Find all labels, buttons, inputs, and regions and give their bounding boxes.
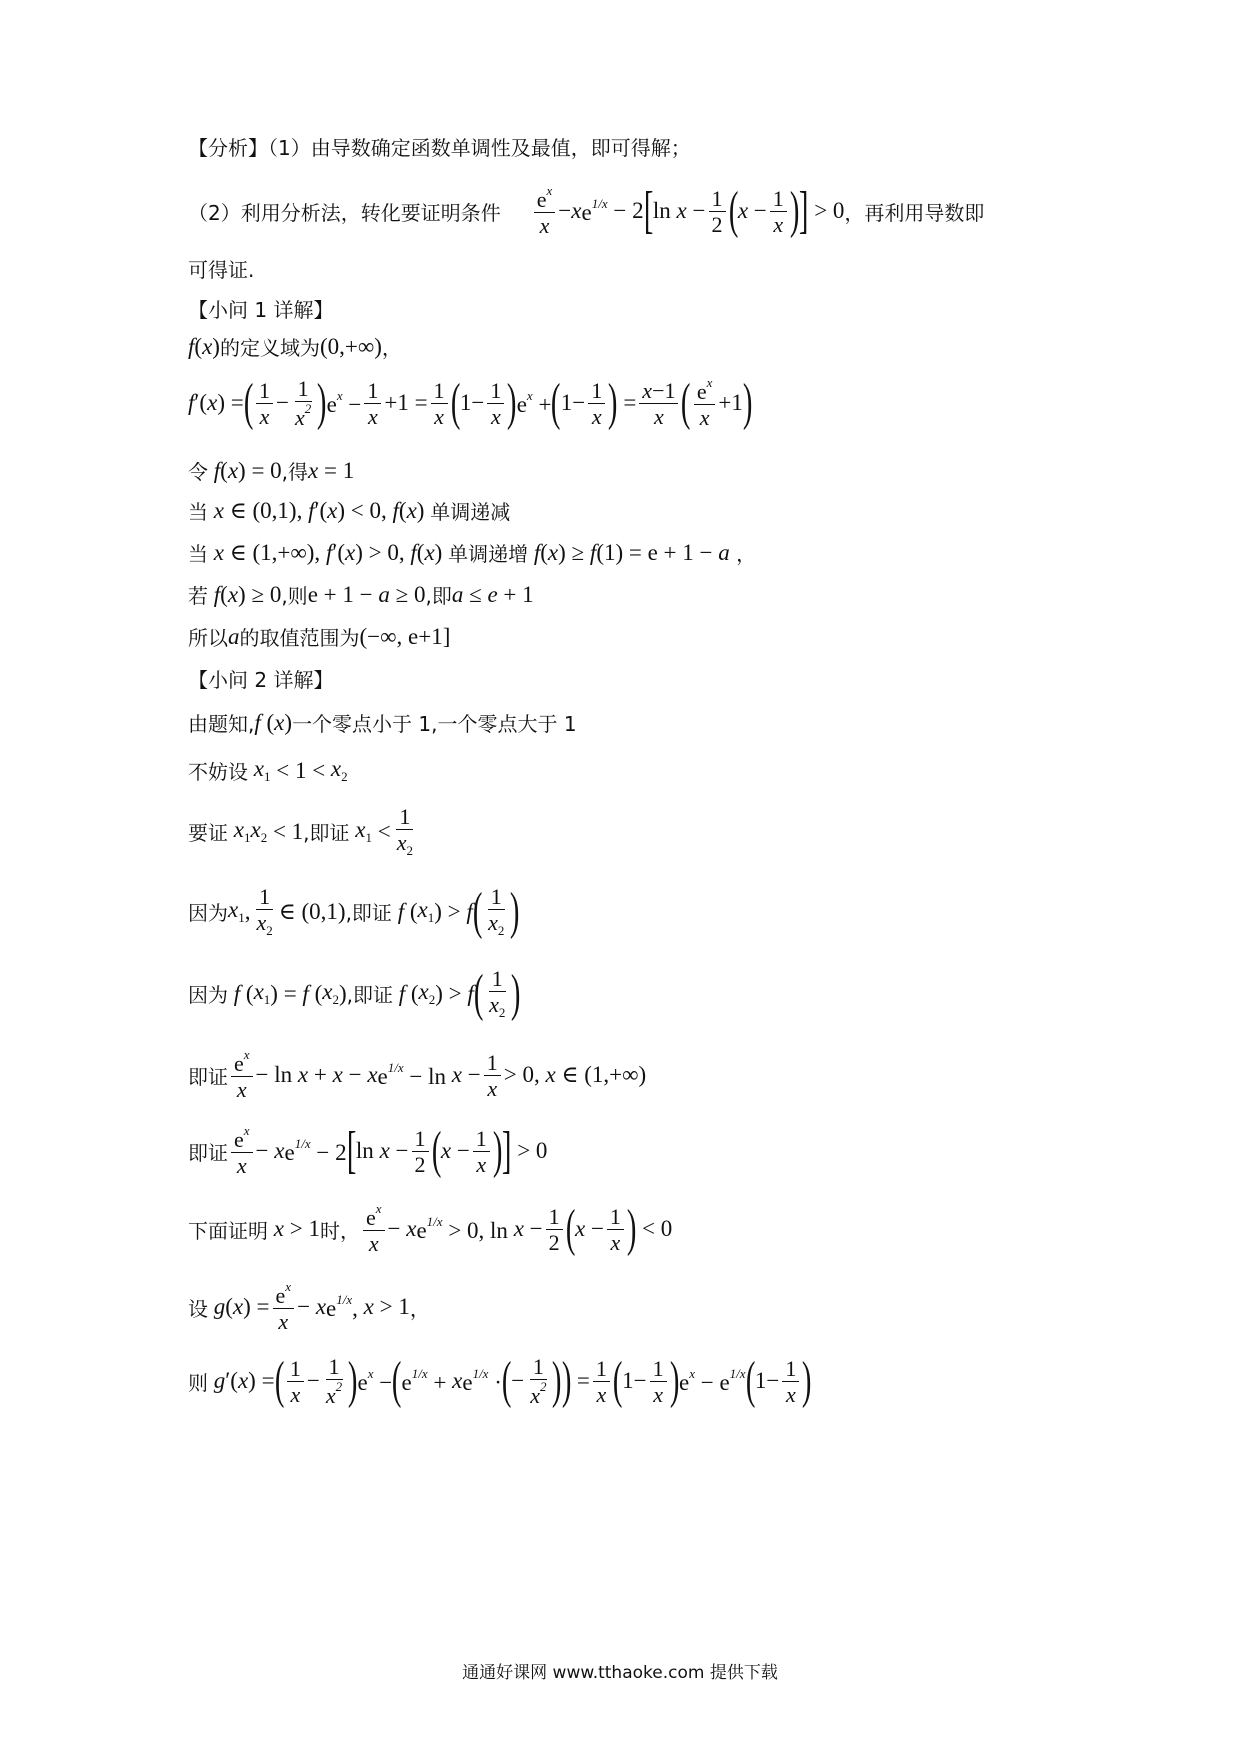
range-text-2: 的取值范围为 [239, 626, 360, 650]
part1-range: 所以 a 的取值范围为 (−∞, e+1] [188, 623, 451, 650]
p2-l3: 要证 [188, 821, 228, 846]
when-text: 当 [188, 500, 208, 524]
analysis-line-3 [188, 254, 254, 283]
math-frac: $\frac{e^x}{x}$ [534, 184, 556, 239]
p2-then: 则 [188, 1370, 208, 1395]
then-text: ,则 [281, 584, 308, 608]
analysis-line-2: （2）利用分析法，转化要证明条件 $\frac{e^x}{x}$ − x $e^{1/x}$ − 2 [ ln x − $\frac{1}{2}$ ( x − $\frac{1}{x}$ ) ] > 0 ，再利用导数即 [188, 182, 985, 240]
domain-text: 的定义域为 [219, 336, 320, 360]
p2-l3b: ,即证 [303, 821, 350, 846]
part2-line10: 则 g ′( x ) = ( $\frac{1}{x}$ − $\frac{1}{x^2}$ ) $e^x$ − ( $e^{1/x}$ + x $e^{1/x}$ · ( − $\frac{1}{x^2}$ ) ) = $\frac{1}{x}$ ( 1− $\frac{1}{x}$ ) $e^x - e^{1/x}$ ( 1− $\frac{1}{x}$ ) [188, 1352, 812, 1410]
part2-line2: 不妨设 $x_1$ < 1 < $x_2$ [188, 756, 348, 784]
page-footer [0, 1658, 1240, 1683]
p2-ie-prove: ,即证 [345, 901, 392, 926]
part1-increasing: 当 x ∈ (1,+∞), f ′( x ) > 0, f ( x ) 单调递增 f ( x ) ≥ f (1) = e + 1 − a ， [188, 539, 757, 566]
let-text: 令 [188, 460, 208, 484]
part2-line4: 因为 $x_1$ , $\frac{1}{x_2}$ ∈ (0,1) ,即证 f ( $x_1$ ) > f ( $\frac{1}{x_2}$ ) [188, 882, 520, 940]
dec-text: 单调递减 [430, 500, 511, 524]
when-text-2: 当 [188, 542, 208, 566]
part1-domain: f ( x ) 的定义域为 (0,+∞) ， [188, 333, 402, 360]
part2-line5: 因为 f ( $x_1$ ) = f ( $x_2$ ) ,即证 f ( $x_2$ ) > f ( $\frac{1}{x_2}$ ) [188, 964, 521, 1022]
part2-line9: 设 g ( x ) = $\frac{e^x}{x}$ − x $e^{1/x}$, x > 1 ， [188, 1279, 430, 1335]
part1-heading-text: 【小问 1 详解】 [188, 298, 334, 322]
if-text: 若 [188, 584, 208, 608]
p2-below: 下面证明 [188, 1218, 268, 1243]
p2-l1-suffix: 一个零点小于 1,一个零点大于 1 [292, 712, 577, 736]
part2-line8: 下面证明 x > 1 时， $\frac{e^x}{x}$ − x $e^{1/x} > 0$, ln x − $\frac{1}{2}$ ( x − $\frac{1}{x}$ ) < 0 [188, 1200, 673, 1258]
analysis-text-1: 【分析】（1）由导数确定函数单调性及最值，即可得解； [188, 136, 691, 160]
p2-because: 因为 [188, 901, 228, 926]
part2-heading [188, 664, 333, 693]
p2-because-2: 因为 [188, 983, 228, 1008]
part2-line3: 要证 $x_1x_2$ < 1 ,即证 $x_1$ < $\frac{1}{x_2}$ [188, 804, 413, 859]
part2-line6: 即证 $\frac{e^x}{x}$ − ln x + x − x $e^{1/x} - \ln$ x − $\frac{1}{x}$ > 0, x ∈ (1,+∞) [188, 1047, 647, 1103]
domain-interval: (0,+∞) [319, 333, 382, 359]
p2-when: 时， [319, 1218, 360, 1243]
analysis-line-1 [188, 132, 691, 161]
analysis-text-3: 可得证. [188, 258, 255, 282]
p2-l1-prefix: 由题知, [188, 712, 255, 736]
inc-text: 单调递增 [448, 542, 529, 566]
part1-condition: 若 f ( x ) ≥ 0 ,则 e + 1 − a ≥ 0 ,即 a ≤ e + 1 [188, 581, 534, 608]
p2-ie-prove-2: ,即证 [346, 983, 393, 1008]
part2-heading-text: 【小问 2 详解】 [188, 668, 334, 692]
range-text: 所以 [188, 626, 228, 650]
footer-text: 通通好课网 www.tthaoke.com 提供下载 [462, 1663, 778, 1683]
part1-zero: 令 f ( x ) = 0 ,得 x = 1 [188, 457, 355, 484]
part1-derivative: f ′( x ) = ( $\frac{1}{x}$ − $\frac{1}{x^2}$ ) $e^x$ − $\frac{1}{x}$ +1 = $\frac{1}{x}$ ( 1− $\frac{1}{x}$ ) $e^x$ + ( 1− $\frac{1}{x}$ ) = $\frac{x-1}{x}$ ( $\frac{e^x}{x}$ +1 ) [188, 374, 753, 432]
ie-text: ,即 [425, 584, 452, 608]
part1-decreasing: 当 x ∈ (0,1), f ′( x ) < 0, f ( x ) 单调递减 [188, 497, 511, 524]
part2-line7: 即证 $\frac{e^x}{x}$ − x $e^{1/x} - 2$ [ ln x − $\frac{1}{2}$ ( x − $\frac{1}{x}$ ) ] > 0 [188, 1122, 548, 1180]
p2-let: 设 [188, 1296, 208, 1321]
part1-heading [188, 294, 333, 323]
p2-ie-2: 即证 [188, 1140, 228, 1165]
analysis-text-2b: ，再利用导数即 [844, 200, 985, 225]
get-text: ,得 [281, 460, 309, 484]
part2-line1: 由题知, f ( x ) 一个零点小于 1,一个零点大于 1 [188, 709, 577, 736]
analysis-text-2a: （2）利用分析法，转化要证明条件 [188, 200, 501, 225]
range-interval: (−∞, e+1] [359, 623, 451, 649]
p2-l2: 不妨设 [188, 760, 248, 784]
p2-ie: 即证 [188, 1064, 228, 1089]
